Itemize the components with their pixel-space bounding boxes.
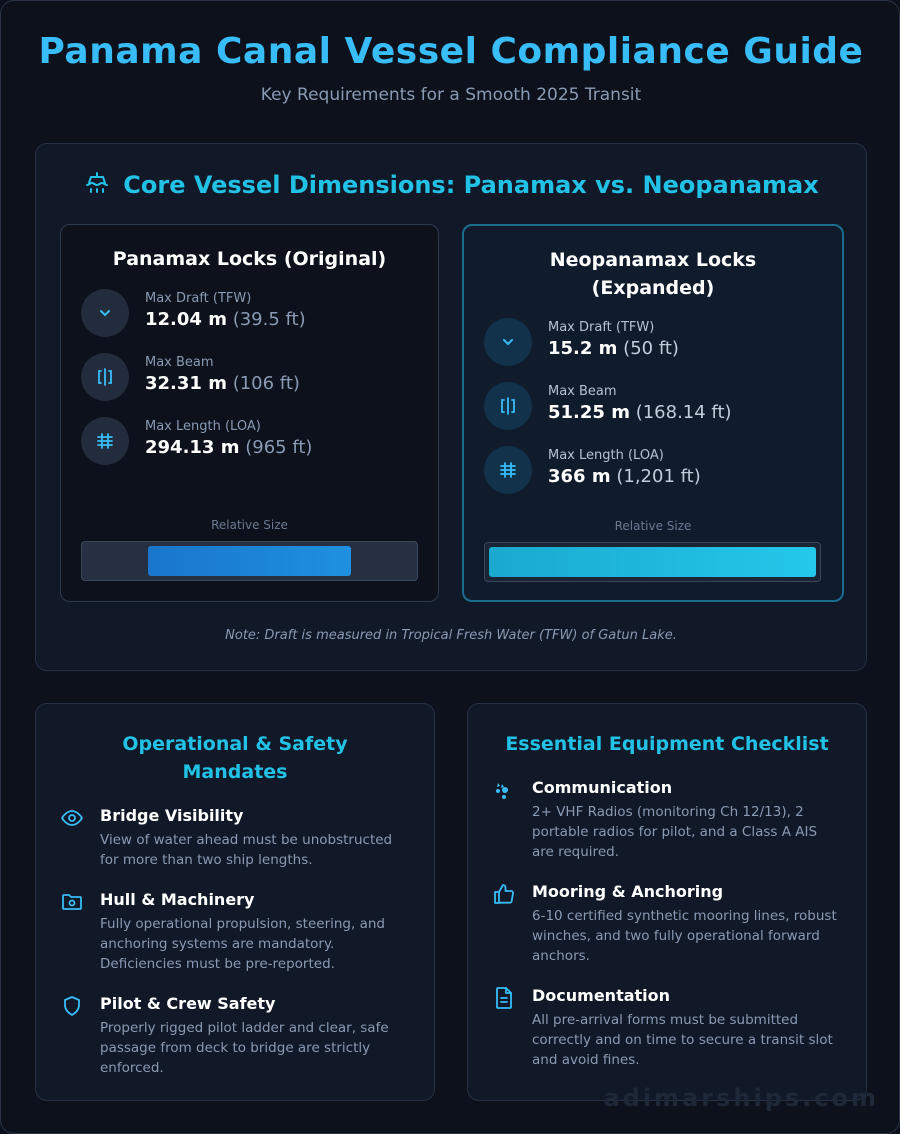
spec-imperial: (50 ft): [623, 338, 679, 359]
mandate-title: Hull & Machinery: [100, 890, 255, 909]
folder-gear-icon: [60, 890, 84, 914]
checklist-description: 2+ VHF Radios (monitoring Ch 12/13), 2 portable radios for pilot, and a Class A AIS are required.: [532, 804, 818, 860]
spec-imperial: (106 ft): [232, 373, 300, 394]
spec-metric: 51.25 m: [548, 402, 630, 423]
shield-icon: [60, 994, 84, 1018]
core-dimensions-section: [35, 143, 867, 671]
spec-value: [548, 466, 701, 487]
watermark: adimarships.com: [603, 1084, 879, 1112]
spec-label: Max Beam: [548, 384, 617, 399]
core-dimensions-title: Core Vessel Dimensions: Panamax vs. Neopanamax: [123, 171, 819, 199]
mandate-title: Bridge Visibility: [100, 806, 244, 825]
spec-metric: 294.13 m: [145, 437, 240, 458]
relative-size-label: Relative Size: [614, 519, 692, 533]
panamax-beam-spec: [81, 353, 411, 401]
length-grid-icon: [81, 417, 129, 465]
beam-width-icon: [484, 382, 532, 430]
neopanamax-draft-spec: [484, 318, 814, 366]
spec-imperial: (168.14 ft): [635, 402, 732, 423]
mandate-description: View of water ahead must be unobstructed for more than two ship lengths.: [100, 832, 393, 868]
panamax-length-spec: [81, 417, 411, 465]
panamax-title: Panamax Locks (Original): [112, 248, 387, 270]
spec-value: [548, 338, 679, 359]
spec-label: Max Beam: [145, 355, 214, 370]
panamax-draft-spec: [81, 289, 411, 337]
document-icon: [492, 986, 516, 1010]
beam-width-icon: [81, 353, 129, 401]
spec-value: [145, 309, 306, 330]
equipment-checklist-card: [467, 703, 867, 1101]
spec-label: Max Draft (TFW): [548, 320, 655, 335]
relative-size-bar: [484, 542, 821, 582]
checklist-title: Documentation: [532, 986, 671, 1005]
draft-note: Note: Draft is measured in Tropical Fresh Water (TFW) of Gatun Lake.: [225, 628, 677, 643]
neopanamax-length-spec: [484, 446, 814, 494]
page-subtitle: Key Requirements for a Smooth 2025 Transit: [260, 85, 642, 105]
relative-size-fill: [148, 546, 351, 576]
page-title: Panama Canal Vessel Compliance Guide: [38, 31, 864, 72]
equipment-checklist-title: Essential Equipment Checklist: [505, 733, 829, 755]
spec-label: Max Draft (TFW): [145, 291, 252, 306]
operational-safety-title: Operational & Safety Mandates: [122, 733, 348, 783]
satellite-icon: [492, 778, 516, 802]
checklist-title: Communication: [532, 778, 673, 797]
spec-label: Max Length (LOA): [548, 448, 664, 463]
length-grid-icon: [484, 446, 532, 494]
relative-size-bar: [81, 541, 418, 581]
neopanamax-locks-card: [462, 224, 844, 602]
thumbs-up-icon: [492, 882, 516, 906]
neopanamax-beam-spec: [484, 382, 814, 430]
spec-value: [145, 437, 312, 458]
panamax-locks-card: [60, 224, 439, 602]
spec-value: [548, 402, 732, 423]
spec-metric: 366 m: [548, 466, 611, 487]
relative-size-fill: [489, 547, 816, 577]
chevron-down-icon: [484, 318, 532, 366]
eye-icon: [60, 806, 84, 830]
mandate-description: Properly rigged pilot ladder and clear, safe passage from deck to bridge are strictly enforced.: [100, 1020, 389, 1076]
spec-imperial: (1,201 ft): [616, 466, 701, 487]
checklist-description: 6-10 certified synthetic mooring lines, robust winches, and two fully operational forward anchors.: [532, 908, 837, 964]
mandate-title: Pilot & Crew Safety: [100, 994, 276, 1013]
spec-imperial: (965 ft): [245, 437, 313, 458]
mandate-description: Fully operational propulsion, steering, and anchoring systems are mandatory. Deficiencies must be pre-reported.: [100, 916, 385, 972]
spec-metric: 32.31 m: [145, 373, 227, 394]
checklist-title: Mooring & Anchoring: [532, 882, 724, 901]
spec-imperial: (39.5 ft): [232, 309, 306, 330]
operational-safety-card: [35, 703, 435, 1101]
relative-size-label: Relative Size: [211, 518, 288, 532]
neopanamax-title: Neopanamax Locks (Expanded): [549, 249, 757, 299]
spec-metric: 12.04 m: [145, 309, 227, 330]
spec-label: Max Length (LOA): [145, 419, 261, 434]
spec-metric: 15.2 m: [548, 338, 618, 359]
ship-icon: [83, 169, 111, 201]
spec-value: [145, 373, 300, 394]
checklist-description: All pre-arrival forms must be submitted correctly and on time to secure a transit slot and avoid fines.: [532, 1012, 833, 1068]
core-dimensions-header: [36, 168, 866, 202]
chevron-down-icon: [81, 289, 129, 337]
